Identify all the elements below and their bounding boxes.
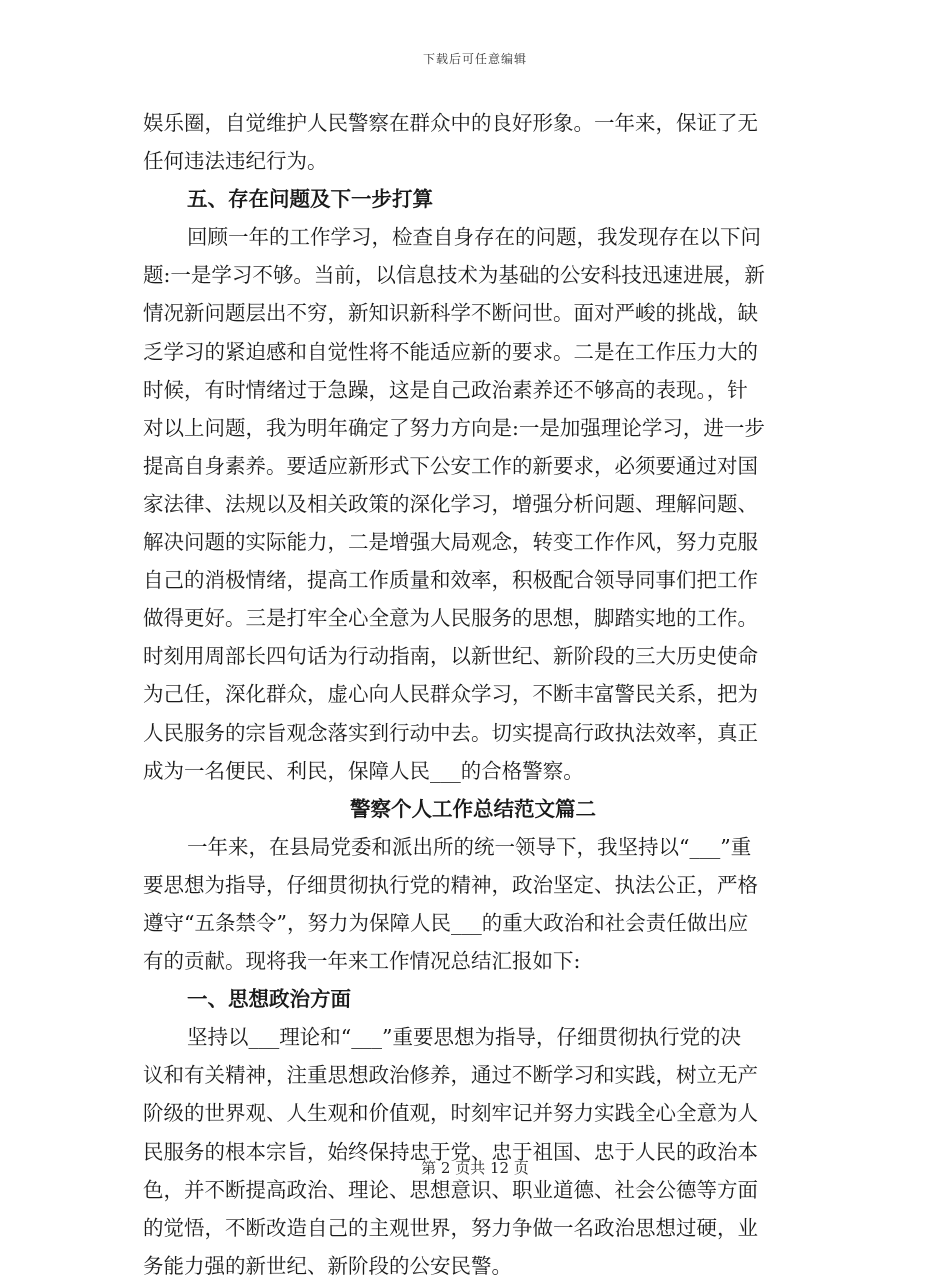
paragraph-line: 成为一名便民、利民，保障人民___的合格警察。 bbox=[143, 758, 584, 783]
paragraph-line: 为己任，深化群众，虚心向人民群众学习，不断丰富警民关系，把为 bbox=[143, 682, 758, 707]
paragraph-line: 时候，有时情绪过于急躁，这是自己政治素养还不够高的表现。，针 bbox=[143, 377, 748, 402]
paragraph-line: 有的贡献。现将我一年来工作情况总结汇报如下: bbox=[143, 949, 581, 974]
paragraph-line: 坚持以___理论和“___”重要思想为指导，仔细贯彻执行党的决 bbox=[187, 1025, 741, 1050]
section-heading: 五、存在问题及下一步打算 bbox=[187, 187, 433, 212]
paragraph-line: 题:一是学习不够。当前，以信息技术为基础的公安科技迅速进展，新 bbox=[143, 263, 765, 288]
page-footer: 第 2 页共 12 页 bbox=[421, 1159, 529, 1177]
paragraph-line: 的觉悟，不断改造自己的主观世界，努力争做一名政治思想过硬，业 bbox=[143, 1215, 758, 1240]
paragraph-line: 民服务的根本宗旨，始终保持忠于党、忠于祖国、忠于人民的政治本 bbox=[143, 1139, 758, 1164]
paragraph-line: 人民服务的宗旨观念落实到行动中去。切实提高行政执法效率，真正 bbox=[143, 720, 758, 745]
paragraph-line: 乏学习的紧迫感和自觉性将不能适应新的要求。二是在工作压力大的 bbox=[143, 339, 758, 364]
paragraph-line: 解决问题的实际能力，二是增强大局观念，转变工作作风，努力克服 bbox=[143, 530, 758, 555]
paragraph-line: 时刻用周部长四句话为行动指南，以新世纪、新阶段的三大历史使命 bbox=[143, 644, 758, 669]
section-heading: 一、思想政治方面 bbox=[187, 987, 351, 1012]
paragraph-line: 提高自身素养。要适应新形式下公安工作的新要求，必须要通过对国 bbox=[143, 453, 758, 478]
page-header: 下载后可任意编辑 bbox=[422, 52, 527, 66]
paragraph-line: 务能力强的新世纪、新阶段的公安民警。 bbox=[143, 1253, 512, 1278]
paragraph-line: 要思想为指导，仔细贯彻执行党的精神，政治坚定、执法公正，严格 bbox=[143, 872, 758, 897]
paragraph-line: 议和有关精神，注重思想政治修养，通过不断学习和实践，树立无产 bbox=[143, 1063, 758, 1088]
paragraph-line: 对以上问题，我为明年确定了努力方向是:一是加强理论学习，进一步 bbox=[143, 415, 765, 440]
document-body bbox=[143, 104, 803, 1285]
paragraph-line: 阶级的世界观、人生观和价值观，时刻牢记并努力实践全心全意为人 bbox=[143, 1101, 758, 1126]
article-title: 警察个人工作总结范文篇二 bbox=[350, 796, 596, 821]
paragraph-line: 遵守“五条禁令”，努力为保障人民___的重大政治和社会责任做出应 bbox=[143, 910, 749, 935]
paragraph-line: 情况新问题层出不穷，新知识新科学不断问世。面对严峻的挑战，缺 bbox=[143, 301, 758, 326]
paragraph-line: 一年来，在县局党委和派出所的统一领导下，我坚持以“___”重 bbox=[187, 834, 752, 859]
paragraph-line: 回顾一年的工作学习，检查自身存在的问题，我发现存在以下问 bbox=[187, 225, 761, 250]
paragraph-line: 做得更好。三是打牢全心全意为人民服务的思想，脚踏实地的工作。 bbox=[143, 606, 758, 631]
paragraph-line: 自己的消极情绪，提高工作质量和效率，积极配合领导同事们把工作 bbox=[143, 568, 758, 593]
paragraph-line: 任何违法违纪行为。 bbox=[143, 149, 328, 174]
paragraph-line: 家法律、法规以及相关政策的深化学习，增强分析问题、理解问题、 bbox=[143, 491, 758, 516]
paragraph-line: 娱乐圈，自觉维护人民警察在群众中的良好形象。一年来，保证了无 bbox=[143, 111, 758, 135]
paragraph-line: 色，并不断提高政治、理论、思想意识、职业道德、社会公德等方面 bbox=[143, 1177, 758, 1202]
